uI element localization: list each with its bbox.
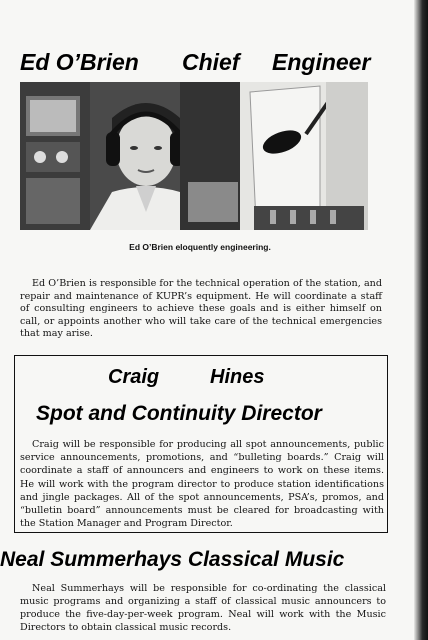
craig-title-heading: Spot and Continuity Director xyxy=(36,402,322,425)
craig-last-name: Hines xyxy=(210,366,265,388)
ed-title-engineer: Engineer xyxy=(272,49,371,75)
ed-name-heading: Ed O’Brien xyxy=(20,49,139,75)
neal-paragraph: Neal Summerhays will be responsible for co-ordinating the classical music programs and organizing a staff of classical music announcers to produce the five-day-per-week program. Neal will work with the Music Directors to obtain classical music records. xyxy=(20,583,386,633)
engineer-photo xyxy=(20,82,368,230)
neal-heading: Neal Summerhays Classical Music xyxy=(0,548,345,571)
ed-paragraph: Ed O’Brien is responsible for the technical operation of the station, and repair and maintenance of KUPR’s equipment. He will coordinate a staff of consulting engineers to achieve these goals and is either himself on call, or appoints another who will take care of the technical emergencies that may arise. xyxy=(20,278,382,340)
craig-paragraph: Craig will be responsible for producing all spot announcements, public service announcements, promotions, and “bulleting boards.” Craig will coordinate a staff of announcers and engineers to work on these items. He will work with the program director to produce station identifications and jingle packages. All of the spot announcements, PSA’s, promos, and “bulletin board” announcements must be cleared for broadcasting with the Station Manager and Program Director. xyxy=(20,439,384,530)
engineer-photo-icon xyxy=(20,82,368,230)
page-edge-shadow xyxy=(414,0,428,640)
ed-title-chief: Chief xyxy=(182,49,240,75)
craig-first-name: Craig xyxy=(108,366,160,388)
photo-caption: Ed O’Brien eloquently engineering. xyxy=(129,242,271,252)
